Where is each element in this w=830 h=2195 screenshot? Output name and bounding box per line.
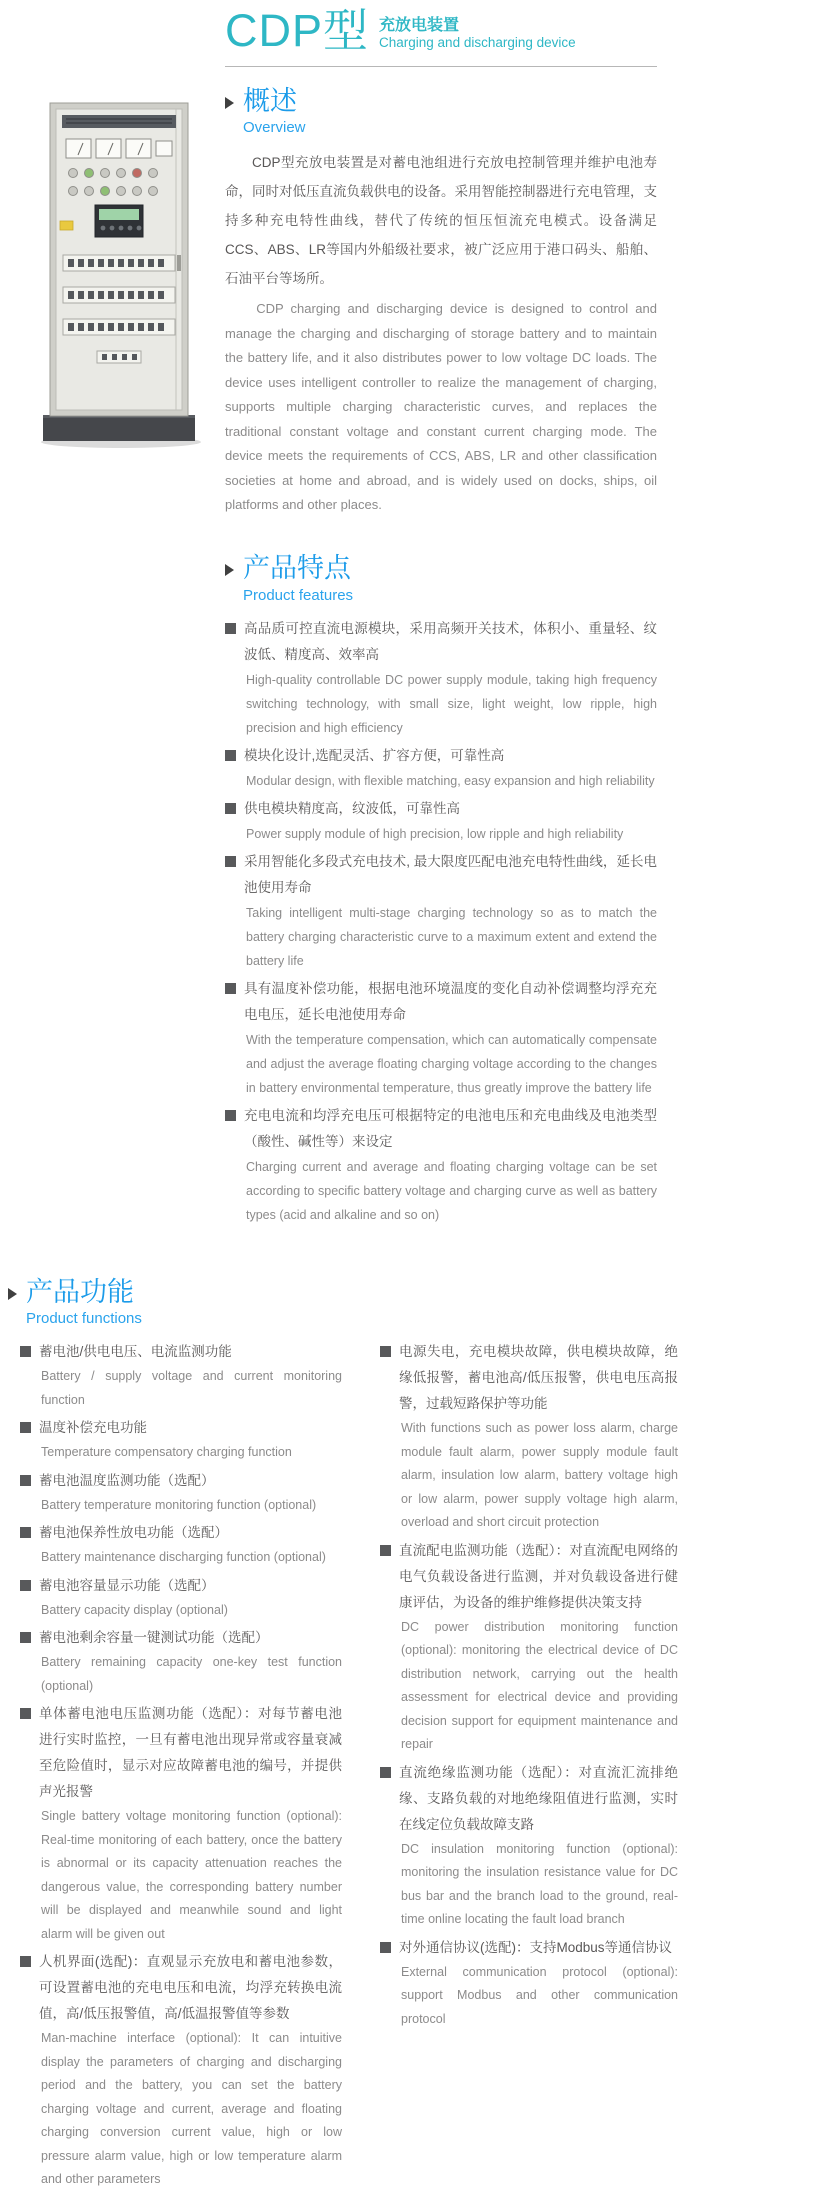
square-bullet-icon xyxy=(225,623,236,634)
square-bullet-icon xyxy=(20,1422,31,1433)
feature-item xyxy=(225,976,657,1100)
feature-text-en: High-quality controllable DC power supply module, taking high frequency switching technology, with small size, light weight, low ripple, high precision and high efficiency xyxy=(246,672,657,735)
function-text-zh: 蓄电池剩余容量一键测试功能（选配） xyxy=(39,1630,269,1646)
features-title-zh: 产品特点 xyxy=(243,552,351,583)
feature-item xyxy=(225,616,657,740)
feature-item xyxy=(225,1103,657,1227)
function-text-zh: 蓄电池保养性放电功能（选配） xyxy=(39,1525,228,1541)
feature-text-zh: 供电模块精度高，纹波低，可靠性高 xyxy=(244,800,460,816)
product-name-en: Charging and discharging device xyxy=(379,34,576,50)
functions-title-en: Product functions xyxy=(26,1310,142,1328)
function-text-zh: 温度补偿充电功能 xyxy=(39,1420,147,1436)
function-text-en: With functions such as power loss alarm, charge module fault alarm, power supply module fault alarm, insulation low alarm, battery voltage high or low alarm, power supply voltage high alarm, overload and short circuit protection xyxy=(401,1421,678,1530)
device-cabinet-illustration xyxy=(33,97,205,449)
square-bullet-icon xyxy=(380,1942,391,1953)
function-text-zh: 蓄电池温度监测功能（选配） xyxy=(39,1472,215,1488)
function-text-en: Single battery voltage monitoring function (optional): Real-time monitoring of each battery, once the battery is abnormal or its capacity attenuation reaches the dangerous value, the corresponding battery number will be displayed and meanwhile sound and light alarm will be given out xyxy=(41,1809,342,1941)
feature-item xyxy=(225,743,657,793)
features-heading xyxy=(225,554,657,604)
product-model: CDP型 xyxy=(225,5,370,56)
function-text-en: External communication protocol (optional): support Modbus and other communication protocol xyxy=(401,1964,678,2026)
section-features xyxy=(225,554,657,1227)
function-text-zh: 直流绝缘监测功能（选配）：对直流汇流排绝缘、支路负载的对地绝缘阻值进行监测，实时在线定位负载故障支路 xyxy=(399,1764,678,1832)
feature-text-zh: 采用智能化多段式充电技术, 最大限度匹配电池充电特性曲线，延长电池使用寿命 xyxy=(244,853,657,895)
functions-right-column xyxy=(380,1339,678,2195)
device-photo xyxy=(33,97,205,454)
product-subtitle-block xyxy=(379,16,576,53)
square-bullet-icon xyxy=(225,1110,236,1121)
square-bullet-icon xyxy=(20,1346,31,1357)
function-item xyxy=(20,1468,342,1518)
function-text-en: Battery capacity display (optional) xyxy=(41,1602,228,1617)
function-item xyxy=(20,1949,342,2192)
function-text-en: DC insulation monitoring function (optional): monitoring the insulation resistance value for DC bus bar and the branch load to the ground, real-time online locating the fault load branch xyxy=(401,1841,678,1927)
square-bullet-icon xyxy=(225,803,236,814)
overview-heading xyxy=(225,87,657,137)
function-item xyxy=(20,1701,342,1946)
function-text-zh: 单体蓄电池电压监测功能（选配）：对每节蓄电池进行实时监控，一旦有蓄电池出现异常或容量衰减至危险值时，显示对应故障蓄电池的编号，并提供声光报警 xyxy=(39,1706,342,1800)
feature-item xyxy=(225,849,657,973)
function-text-zh: 蓄电池容量显示功能（选配） xyxy=(39,1577,215,1593)
function-item xyxy=(20,1573,342,1623)
function-text-en: Battery / supply voltage and current monitoring function xyxy=(41,1369,342,1407)
overview-paragraph-zh: CDP型充放电装置是对蓄电池组进行充放电控制管理并维护电池寿命，同时对低压直流负载供电的设备。采用智能控制器进行充电管理，支持多种充电特性曲线，替代了传统的恒压恒流充电模式。设备满足CCS、ABS、LR等国内外船级社要求，被广泛应用于港口码头、船舶、石油平台等场所。 xyxy=(225,155,657,287)
function-item xyxy=(380,1339,678,1535)
function-item xyxy=(380,1935,678,2032)
function-text-zh: 蓄电池/供电电压、电流监测功能 xyxy=(39,1344,232,1360)
function-text-en: Temperature compensatory charging function xyxy=(41,1445,292,1460)
square-bullet-icon xyxy=(380,1767,391,1778)
feature-text-zh: 模块化设计,选配灵活、扩容方便，可靠性高 xyxy=(244,747,505,763)
feature-text-en: Charging current and average and floating charging voltage can be set according to specific battery voltage and charging curve as well as battery types (acid and alkaline and so on) xyxy=(246,1159,657,1222)
top-section xyxy=(0,67,830,1230)
function-text-zh: 电源失电，充电模块故障，供电模块故障，绝缘低报警，蓄电池高/低压报警，供电电压高报警，过载短路保护等功能 xyxy=(399,1344,678,1412)
square-bullet-icon xyxy=(380,1346,391,1357)
functions-heading xyxy=(8,1278,830,1328)
function-text-en: Man-machine interface (optional): It can intuitive display the parameters of charging and discharging period and the battery, you can set the battery charging voltage and current, average and floating charging conversion current value, high or low pressure alarm value, high or low temperature alarm and other parameters xyxy=(41,2031,342,2187)
square-bullet-icon xyxy=(20,1956,31,1967)
section-overview xyxy=(225,87,657,518)
feature-text-zh: 高品质可控直流电源模块，采用高频开关技术，体积小、重量轻、纹波低、精度高、效率高 xyxy=(244,620,657,662)
square-bullet-icon xyxy=(20,1708,31,1719)
feature-text-en: With the temperature compensation, which can automatically compensate and adjust the average floating charging voltage according to the changes in battery environmental temperature, thus greatly improve the battery life xyxy=(246,1032,657,1095)
functions-columns xyxy=(8,1339,830,2195)
function-item xyxy=(380,1760,678,1932)
square-bullet-icon xyxy=(20,1580,31,1591)
triangle-right-icon xyxy=(225,97,234,109)
square-bullet-icon xyxy=(225,983,236,994)
square-bullet-icon xyxy=(20,1632,31,1643)
function-item xyxy=(20,1339,342,1412)
function-text-en: Battery temperature monitoring function (optional) xyxy=(41,1497,317,1512)
overview-paragraph-en: CDP charging and discharging device is designed to control and manage the charging and discharging of storage battery and to maintain the battery life, and it also distributes power to low voltage DC loads. The device uses intelligent controller to realize the management of charging, supports multiple charging characteristic curves, and replaces the traditional constant voltage and constant current charging mode. The device meets the requirements of CCS, ABS, LR and other classification societies at home and abroad, and is widely used on docks, ships, oil platforms and other places. xyxy=(225,301,657,513)
feature-text-zh: 具有温度补偿功能，根据电池环境温度的变化自动补偿调整均浮充充电电压，延长电池使用寿命 xyxy=(244,980,657,1022)
product-name-zh: 充放电装置 xyxy=(379,16,460,34)
function-text-zh: 直流配电监测功能（选配）：对直流配电网络的电气负载设备进行监测，并对负载设备进行健康评估，为设备的维护维修提供决策支持 xyxy=(399,1542,678,1610)
functions-title-zh: 产品功能 xyxy=(26,1276,134,1307)
function-text-zh: 对外通信协议(选配)：支持Modbus等通信协议 xyxy=(399,1939,673,1955)
function-text-zh: 人机界面(选配)：直观显示充放电和蓄电池参数，可设置蓄电池的充电电压和电流，均浮充转换电流值，高/低压报警值，高/低温报警值等参数 xyxy=(39,1954,342,2022)
functions-left-column xyxy=(20,1339,342,2195)
function-item xyxy=(20,1520,342,1570)
function-text-en: Battery maintenance discharging function (optional) xyxy=(41,1550,326,1565)
square-bullet-icon xyxy=(225,856,236,867)
triangle-right-icon xyxy=(225,564,234,576)
triangle-right-icon xyxy=(8,1288,17,1300)
content-column xyxy=(225,67,657,1230)
features-list xyxy=(225,616,657,1227)
function-text-en: Battery remaining capacity one-key test function (optional) xyxy=(41,1655,342,1693)
feature-text-en: Modular design, with flexible matching, easy expansion and high reliability xyxy=(246,773,655,788)
function-item xyxy=(20,1625,342,1698)
product-title-block xyxy=(225,5,657,56)
overview-title-en: Overview xyxy=(243,119,306,137)
page-header xyxy=(225,5,657,67)
square-bullet-icon xyxy=(380,1545,391,1556)
features-title-en: Product features xyxy=(243,586,354,604)
function-text-en: DC power distribution monitoring function (optional): monitoring the electrical device of DC distribution network, carrying out the health assessment for electrical device and providing decision support for equipment maintenance and repair xyxy=(401,1619,678,1752)
feature-text-en: Power supply module of high precision, low ripple and high reliability xyxy=(246,826,624,841)
square-bullet-icon xyxy=(20,1527,31,1538)
feature-item xyxy=(225,796,657,846)
square-bullet-icon xyxy=(225,750,236,761)
overview-title-zh: 概述 xyxy=(243,85,297,116)
square-bullet-icon xyxy=(20,1475,31,1486)
feature-text-en: Taking intelligent multi-stage charging technology so as to match the battery charging characteristic curve to a maximum extent and extend the battery life xyxy=(246,905,657,968)
feature-text-zh: 充电电流和均浮充电压可根据特定的电池电压和充电曲线及电池类型（酸性、碱性等）来设定 xyxy=(244,1107,657,1149)
function-item xyxy=(20,1415,342,1465)
section-functions xyxy=(0,1278,830,2195)
catalog-page xyxy=(0,5,830,2195)
photo-column xyxy=(0,67,225,454)
function-item xyxy=(380,1538,678,1757)
